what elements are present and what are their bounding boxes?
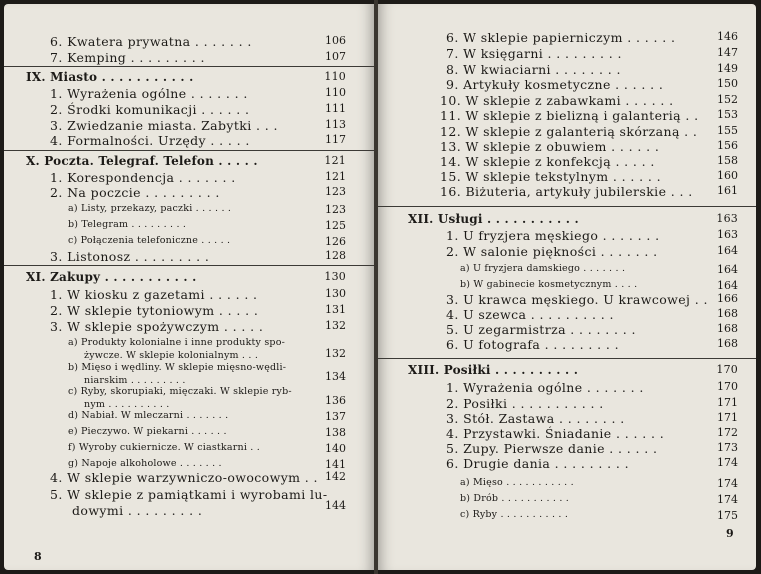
entry-label: 6. Kwatera prywatna . . . . . . . <box>50 34 252 49</box>
section-label: IX. Miasto . . . . . . . . . . . <box>26 70 194 84</box>
subentry-continuation: niarskim . . . . . . . . . <box>84 375 186 386</box>
entry-page-number: 131 <box>325 303 346 316</box>
section-divider <box>4 66 374 67</box>
entry-page-number: 168 <box>717 322 738 335</box>
section-label: XII. Usługi . . . . . . . . . . . <box>408 212 579 226</box>
entry-page-number: 126 <box>325 235 346 248</box>
section-divider <box>4 150 374 151</box>
entry-page-number: 107 <box>325 50 346 63</box>
section-page-number: 163 <box>716 212 738 225</box>
entry-label: 1. Korespondencja . . . . . . . <box>50 170 236 185</box>
entry-page-number: 175 <box>717 509 738 522</box>
subentry-label: e) Pieczywo. W piekarni . . . . . . <box>68 426 227 437</box>
entry-page-number: 158 <box>717 154 738 167</box>
page-number-folio: 9 <box>726 527 734 540</box>
subentry-label: a) Listy, przekazy, paczki . . . . . . <box>68 203 232 214</box>
entry-page-number: 163 <box>717 228 738 241</box>
entry-page-number: 174 <box>717 477 738 490</box>
entry-label: 3. Stół. Zastawa . . . . . . . . <box>446 411 625 426</box>
entry-page-number: 164 <box>717 244 738 257</box>
entry-page-number: 140 <box>325 442 346 455</box>
subentry-label: a) Mięso . . . . . . . . . . . <box>460 477 574 488</box>
entry-page-number: 137 <box>325 410 346 423</box>
subentry-continuation: nym . . . . . . . . . . <box>84 399 170 410</box>
entry-label: 13. W sklepie z obuwiem . . . . . . <box>440 139 660 154</box>
entry-page-number: 146 <box>717 30 738 43</box>
entry-label: 1. Wyrażenia ogólne . . . . . . . <box>50 86 248 101</box>
section-label: X. Poczta. Telegraf. Telefon . . . . . <box>26 154 258 168</box>
entry-page-number: 155 <box>717 124 738 137</box>
entry-label: 2. W salonie piękności . . . . . . . <box>446 244 658 259</box>
entry-label: 16. Biżuteria, artykuły jubilerskie . . . <box>440 184 693 199</box>
section-divider <box>378 358 756 359</box>
entry-page-number: 110 <box>325 86 346 99</box>
entry-label: 6. Drugie dania . . . . . . . . . <box>446 456 629 471</box>
entry-label: 7. Kemping . . . . . . . . . <box>50 50 205 65</box>
entry-label: 9. Artykuły kosmetyczne . . . . . . <box>446 77 664 92</box>
entry-page-number: 150 <box>717 77 738 90</box>
subentry-label: b) Drób . . . . . . . . . . . <box>460 493 570 504</box>
section-page-number: 130 <box>324 270 346 283</box>
entry-page-number: 128 <box>325 249 346 262</box>
entry-page-number: 166 <box>717 292 738 305</box>
entry-label: 7. W księgarni . . . . . . . . . <box>446 46 622 61</box>
entry-label: 1. W kiosku z gazetami . . . . . . <box>50 287 258 302</box>
entry-page-number: 147 <box>717 46 738 59</box>
entry-label: 2. W sklepie tytoniowym . . . . . <box>50 303 259 318</box>
subentry-label: c) Ryby, skorupiaki, mięczaki. W sklepie ryb- <box>68 386 292 397</box>
section-label: XI. Zakupy . . . . . . . . . . . <box>26 270 197 284</box>
entry-page-number: 113 <box>325 118 346 131</box>
entry-label: 5. Zupy. Pierwsze danie . . . . . . <box>446 441 658 456</box>
subentry-label: b) Mięso i wędliny. W sklepie mięsno-wędli- <box>68 362 287 373</box>
entry-page-number: 132 <box>325 347 346 360</box>
entry-page-number: 174 <box>717 493 738 506</box>
subentry-label: c) Połączenia telefoniczne . . . . . <box>68 235 231 246</box>
subentry-label: f) Wyroby cukiernicze. W ciastkarni . . <box>68 442 260 453</box>
entry-page-number: 123 <box>325 203 346 216</box>
entry-label: 1. Wyrażenia ogólne . . . . . . . <box>446 380 644 395</box>
entry-page-number: 171 <box>717 411 738 424</box>
entry-page-number: 106 <box>325 34 346 47</box>
entry-label: 5. U zegarmistrza . . . . . . . . <box>446 322 636 337</box>
entry-label: 3. U krawca męskiego. U krawcowej . . <box>446 292 708 307</box>
entry-label: 4. W sklepie warzywniczo-owocowym . . <box>50 470 318 485</box>
right-page <box>378 4 756 570</box>
entry-page-number: 170 <box>717 380 738 393</box>
entry-page-number: 138 <box>325 426 346 439</box>
entry-page-number: 164 <box>717 279 738 292</box>
entry-page-number: 136 <box>325 394 346 407</box>
entry-label: 1. U fryzjera męskiego . . . . . . . <box>446 228 660 243</box>
subentry-label: b) Telegram . . . . . . . . . <box>68 219 187 230</box>
entry-page-number: 111 <box>325 102 346 115</box>
section-divider <box>4 265 374 266</box>
entry-page-number: 168 <box>717 337 738 350</box>
entry-page-number: 141 <box>325 458 346 471</box>
entry-page-number: 173 <box>717 441 738 454</box>
entry-page-number: 168 <box>717 307 738 320</box>
entry-label: 8. W kwiaciarni . . . . . . . . <box>446 62 621 77</box>
entry-label: 3. Listonosz . . . . . . . . . <box>50 249 210 264</box>
section-page-number: 170 <box>716 363 738 376</box>
section-divider <box>378 206 756 207</box>
entry-page-number: 161 <box>717 184 738 197</box>
entry-label: 5. W sklepie z pamiątkami i wyrobami lu- <box>50 487 328 502</box>
entry-page-number: 156 <box>717 139 738 152</box>
section-page-number: 110 <box>324 70 346 83</box>
entry-label: 6. W sklepie papierniczym . . . . . . <box>446 30 676 45</box>
subentry-label: c) Ryby . . . . . . . . . . . <box>460 509 569 520</box>
entry-label: 10. W sklepie z zabawkami . . . . . . <box>440 93 674 108</box>
entry-label: 6. U fotografa . . . . . . . . . <box>446 337 619 352</box>
subentry-continuation: żywcze. W sklepie kolonialnym . . . <box>84 350 259 361</box>
entry-label: 4. U szewca . . . . . . . . . . <box>446 307 614 322</box>
entry-page-number: 153 <box>717 108 738 121</box>
entry-page-number: 144 <box>325 499 346 512</box>
entry-label: 4. Przystawki. Śniadanie . . . . . . <box>446 426 665 441</box>
section-page-number: 121 <box>324 154 346 167</box>
entry-label: 2. Środki komunikacji . . . . . . <box>50 102 250 117</box>
entry-continuation: dowymi . . . . . . . . . <box>72 503 203 518</box>
entry-page-number: 117 <box>325 133 346 146</box>
left-page <box>4 4 374 570</box>
subentry-label: a) U fryzjera damskiego . . . . . . . <box>460 263 626 274</box>
subentry-label: b) W gabinecie kosmetycznym . . . . <box>460 279 638 290</box>
page-number-folio: 8 <box>34 550 42 563</box>
entry-page-number: 134 <box>325 370 346 383</box>
subentry-label: d) Nabiał. W mleczarni . . . . . . . <box>68 410 229 421</box>
subentry-label: a) Produkty kolonialne i inne produkty spo- <box>68 337 286 348</box>
entry-page-number: 125 <box>325 219 346 232</box>
entry-page-number: 152 <box>717 93 738 106</box>
entry-label: 4. Formalności. Urzędy . . . . . <box>50 133 250 148</box>
entry-page-number: 132 <box>325 319 346 332</box>
entry-page-number: 130 <box>325 287 346 300</box>
entry-page-number: 142 <box>325 470 346 483</box>
subentry-label: g) Napoje alkoholowe . . . . . . . <box>68 458 222 469</box>
entry-label: 2. Na poczcie . . . . . . . . . <box>50 185 220 200</box>
entry-page-number: 164 <box>717 263 738 276</box>
entry-label: 3. Zwiedzanie miasta. Zabytki . . . <box>50 118 278 133</box>
entry-label: 12. W sklepie z galanterią skórzaną . . <box>440 124 698 139</box>
entry-page-number: 123 <box>325 185 346 198</box>
entry-page-number: 171 <box>717 396 738 409</box>
entry-page-number: 174 <box>717 456 738 469</box>
entry-page-number: 121 <box>325 170 346 183</box>
entry-label: 15. W sklepie tekstylnym . . . . . . <box>440 169 661 184</box>
entry-page-number: 160 <box>717 169 738 182</box>
entry-label: 2. Posiłki . . . . . . . . . . . <box>446 396 604 411</box>
entry-label: 11. W sklepie z bielizną i galanterią . . <box>440 108 699 123</box>
entry-page-number: 172 <box>717 426 738 439</box>
section-label: XIII. Posiłki . . . . . . . . . . <box>408 363 579 377</box>
entry-page-number: 149 <box>717 62 738 75</box>
entry-label: 3. W sklepie spożywczym . . . . . <box>50 319 264 334</box>
entry-label: 14. W sklepie z konfekcją . . . . . <box>440 154 655 169</box>
